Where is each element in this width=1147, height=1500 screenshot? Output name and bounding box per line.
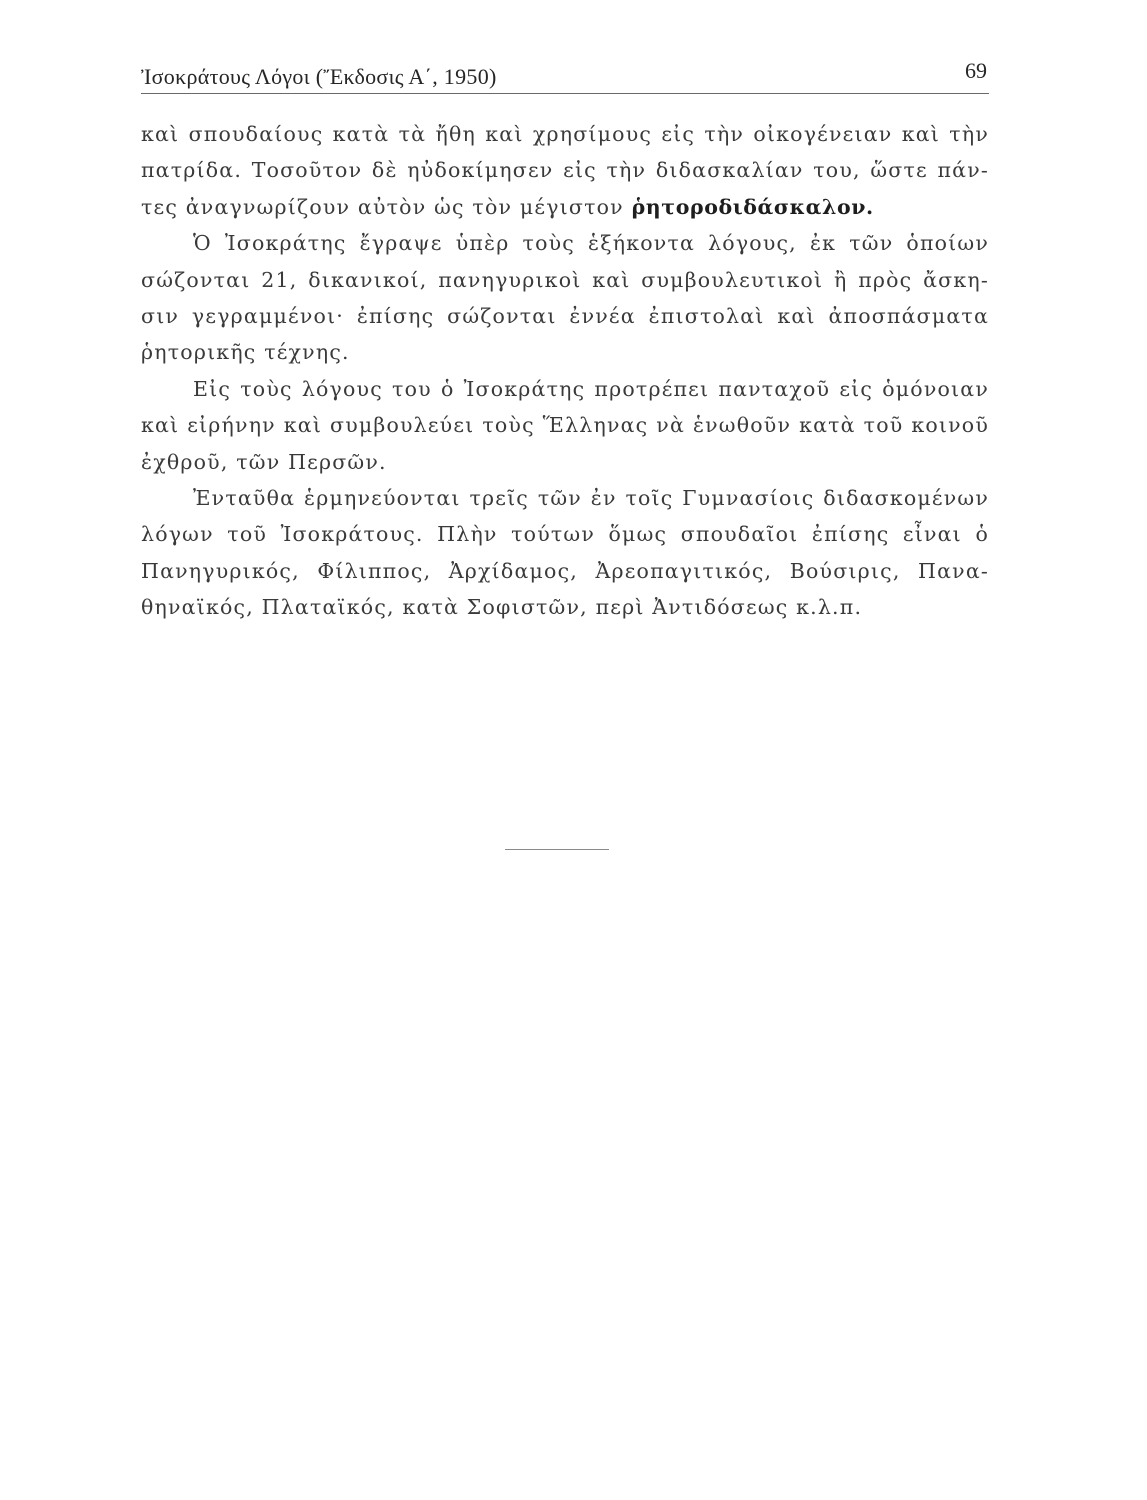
text-span: τες ἀναγνωρίζουν αὐτὸν ὡς τὸν μέγιστον bbox=[141, 194, 624, 219]
page-number: 69 bbox=[965, 58, 987, 83]
text-line: θηναϊκός, Πλαταϊκός, κατὰ Σοφιστῶν, περὶ Ἀντιδόσεως κ.λ.π. bbox=[141, 595, 863, 620]
text-line: ἐχθροῦ, τῶν Περσῶν. bbox=[141, 449, 387, 474]
text-line: σώζονται 21, δικανικοί, πανηγυρικοὶ καὶ συμβουλευτικοὶ ἢ πρὸς ἄσκη- bbox=[141, 267, 989, 292]
text-line: Ἐνταῦθα ἑρμηνεύονται τρεῖς τῶν ἐν τοῖς Γυμνασίοις διδασκομένων bbox=[193, 485, 989, 510]
running-header bbox=[141, 58, 989, 92]
body-text bbox=[141, 116, 989, 625]
emphasized-term: ῥητοροδιδάσκαλον. bbox=[631, 194, 874, 219]
text-line: σιν γεγραμμένοι· ἐπίσης σώζονται ἐννέα ἐπιστολαὶ καὶ ἀποσπάσματα bbox=[141, 303, 989, 328]
text-line: Εἰς τοὺς λόγους του ὁ Ἰσοκράτης προτρέπει πανταχοῦ εἰς ὁμόνοιαν bbox=[193, 376, 989, 401]
text-line: ῥητορικῆς τέχνης. bbox=[141, 340, 350, 365]
text-line: Πανηγυρικός, Φίλιππος, Ἀρχίδαμος, Ἀρεοπαγιτικός, Βούσιρις, Πανα- bbox=[141, 558, 989, 583]
text-line bbox=[141, 189, 989, 225]
text-line: καὶ εἰρήνην καὶ συμβουλεύει τοὺς Ἕλληνας νὰ ἑνωθοῦν κατὰ τοῦ κοινοῦ bbox=[141, 413, 989, 438]
text-line: καὶ σπουδαίους κατὰ τὰ ἤθη καὶ χρησίμους εἰς τὴν οἰκογένειαν καὶ τὴν bbox=[141, 122, 989, 146]
text-line: Ὁ Ἰσοκράτης ἔγραψε ὑπὲρ τοὺς ἑξήκοντα λόγους, ἐκ τῶν ὁποίων bbox=[193, 231, 989, 256]
section-end-rule bbox=[505, 849, 609, 850]
header-rule bbox=[141, 93, 989, 94]
running-title: Ἰσοκράτους Λόγοι (Ἔκδοσις Α΄, 1950) bbox=[141, 64, 497, 89]
text-line: λόγων τοῦ Ἰσοκράτους. Πλὴν τούτων ὅμως σπουδαῖοι ἐπίσης εἶναι ὁ bbox=[141, 522, 989, 547]
text-line: πατρίδα. Τοσοῦτον δὲ ηὐδοκίμησεν εἰς τὴν διδασκαλίαν του, ὥστε πάν- bbox=[141, 158, 989, 183]
